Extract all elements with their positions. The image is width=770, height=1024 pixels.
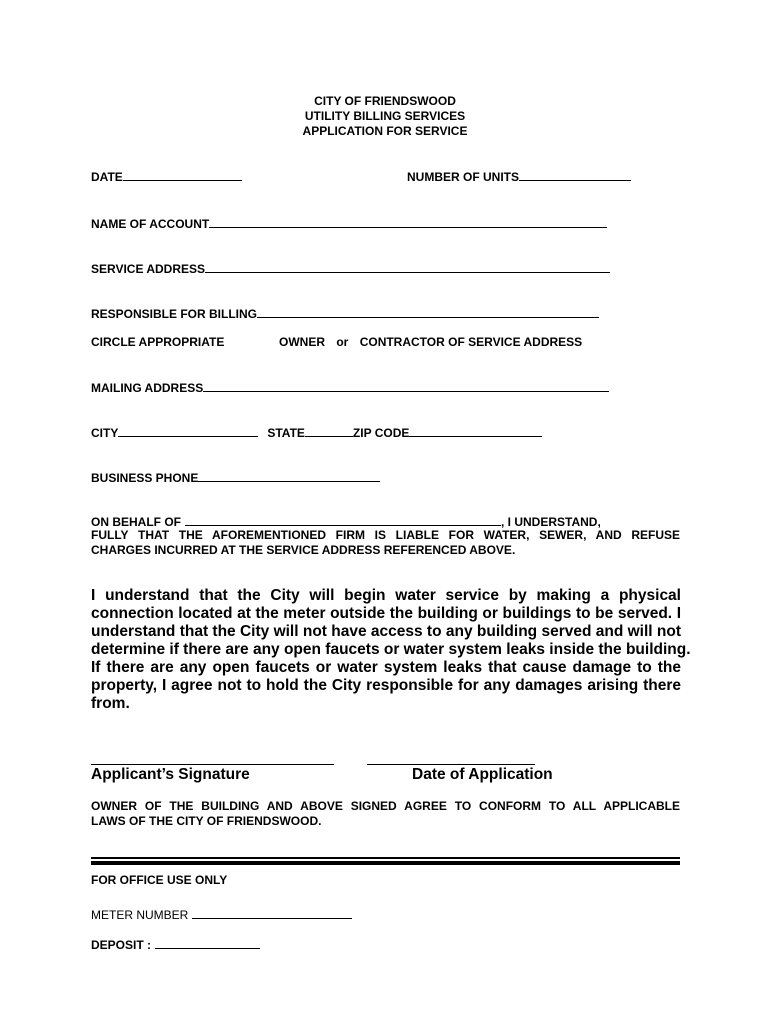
application-date-label: Date of Application bbox=[412, 766, 553, 783]
account-name-blank[interactable] bbox=[209, 215, 607, 228]
on-behalf-blank[interactable] bbox=[185, 513, 501, 526]
on-behalf-suffix: , I UNDERSTAND, bbox=[501, 515, 601, 529]
statement-line: from. bbox=[91, 695, 130, 712]
state-label: STATE bbox=[267, 426, 305, 440]
service-address-label: SERVICE ADDRESS bbox=[91, 262, 206, 276]
date-field[interactable] bbox=[91, 168, 242, 184]
date-label: DATE bbox=[91, 170, 123, 184]
agreement-line-2: LAWS OF THE CITY OF FRIENDSWOOD. bbox=[91, 814, 322, 828]
meter-number-field[interactable] bbox=[91, 906, 352, 922]
deposit-blank[interactable] bbox=[155, 936, 260, 949]
deposit-field[interactable] bbox=[91, 936, 260, 952]
mailing-address-field[interactable] bbox=[91, 379, 609, 395]
water-service-statement bbox=[91, 587, 691, 713]
business-phone-label: BUSINESS PHONE bbox=[91, 471, 199, 485]
zip-code-label: ZIP CODE bbox=[352, 426, 410, 440]
deposit-label: DEPOSIT : bbox=[91, 938, 152, 952]
responsible-billing-field[interactable] bbox=[91, 305, 599, 321]
agreement-line-1: OWNER OF THE BUILDING AND ABOVE SIGNED AGREE TO CONFORM TO ALL APPLICABLE bbox=[91, 799, 680, 813]
circle-option-owner[interactable]: OWNER bbox=[279, 335, 325, 349]
city-label: CITY bbox=[91, 426, 119, 440]
on-behalf-label: ON BEHALF OF bbox=[91, 515, 181, 529]
on-behalf-field[interactable] bbox=[91, 513, 601, 529]
header-city: CITY OF FRIENDSWOOD bbox=[314, 94, 456, 108]
city-state-zip-row bbox=[91, 424, 542, 440]
divider-thin bbox=[91, 857, 680, 859]
liability-line-1: FULLY THAT THE AFOREMENTIONED FIRM IS LIABLE FOR WATER, SEWER, AND REFUSE bbox=[91, 528, 680, 542]
divider-thick bbox=[91, 861, 680, 865]
statement-line: understand that the City will not have access to any building served and will not bbox=[91, 623, 681, 640]
zip-code-blank[interactable] bbox=[409, 424, 542, 437]
applicant-signature-label: Applicant’s Signature bbox=[91, 766, 250, 783]
circle-or: or bbox=[336, 335, 349, 349]
statement-line: I understand that the City will begin water service by making a physical bbox=[91, 587, 681, 604]
business-phone-blank[interactable] bbox=[198, 469, 380, 482]
statement-line: connection located at the meter outside the building or buildings to be served. I bbox=[91, 605, 681, 622]
mailing-address-label: MAILING ADDRESS bbox=[91, 381, 204, 395]
statement-line: If there are any open faucets or water system leaks that cause damage to the bbox=[91, 659, 681, 676]
account-name-label: NAME OF ACCOUNT bbox=[91, 217, 210, 231]
header-department: UTILITY BILLING SERVICES bbox=[304, 109, 466, 123]
mailing-address-blank[interactable] bbox=[203, 379, 609, 392]
responsible-billing-blank[interactable] bbox=[257, 305, 599, 318]
meter-number-blank[interactable] bbox=[192, 906, 352, 919]
city-blank[interactable] bbox=[118, 424, 258, 437]
number-of-units-field[interactable] bbox=[407, 168, 631, 184]
service-address-field[interactable] bbox=[91, 260, 610, 276]
number-of-units-label: NUMBER OF UNITS bbox=[407, 170, 519, 184]
application-date-line[interactable] bbox=[367, 764, 535, 765]
header-form-title: APPLICATION FOR SERVICE bbox=[302, 124, 468, 138]
form-header bbox=[235, 94, 535, 138]
office-use-title: FOR OFFICE USE ONLY bbox=[91, 873, 228, 887]
account-name-field[interactable] bbox=[91, 215, 607, 231]
statement-line: determine if there are any open faucets or water system leaks inside the building. bbox=[91, 641, 691, 658]
number-of-units-blank[interactable] bbox=[519, 168, 631, 181]
service-address-blank[interactable] bbox=[205, 260, 610, 273]
state-blank[interactable] bbox=[305, 424, 353, 437]
applicant-signature-line[interactable] bbox=[91, 764, 334, 765]
meter-number-label: METER NUMBER bbox=[91, 908, 189, 922]
circle-appropriate-label: CIRCLE APPROPRIATE bbox=[91, 335, 225, 349]
circle-option-contractor[interactable]: CONTRACTOR OF SERVICE ADDRESS bbox=[359, 335, 583, 349]
responsible-billing-label: RESPONSIBLE FOR BILLING bbox=[91, 307, 258, 321]
date-blank[interactable] bbox=[123, 168, 242, 181]
statement-line: property, I agree not to hold the City responsible for any damages arising there bbox=[91, 677, 681, 694]
circle-options bbox=[279, 335, 582, 349]
liability-line-2: CHARGES INCURRED AT THE SERVICE ADDRESS REFERENCED ABOVE. bbox=[91, 543, 516, 557]
business-phone-field[interactable] bbox=[91, 469, 380, 485]
